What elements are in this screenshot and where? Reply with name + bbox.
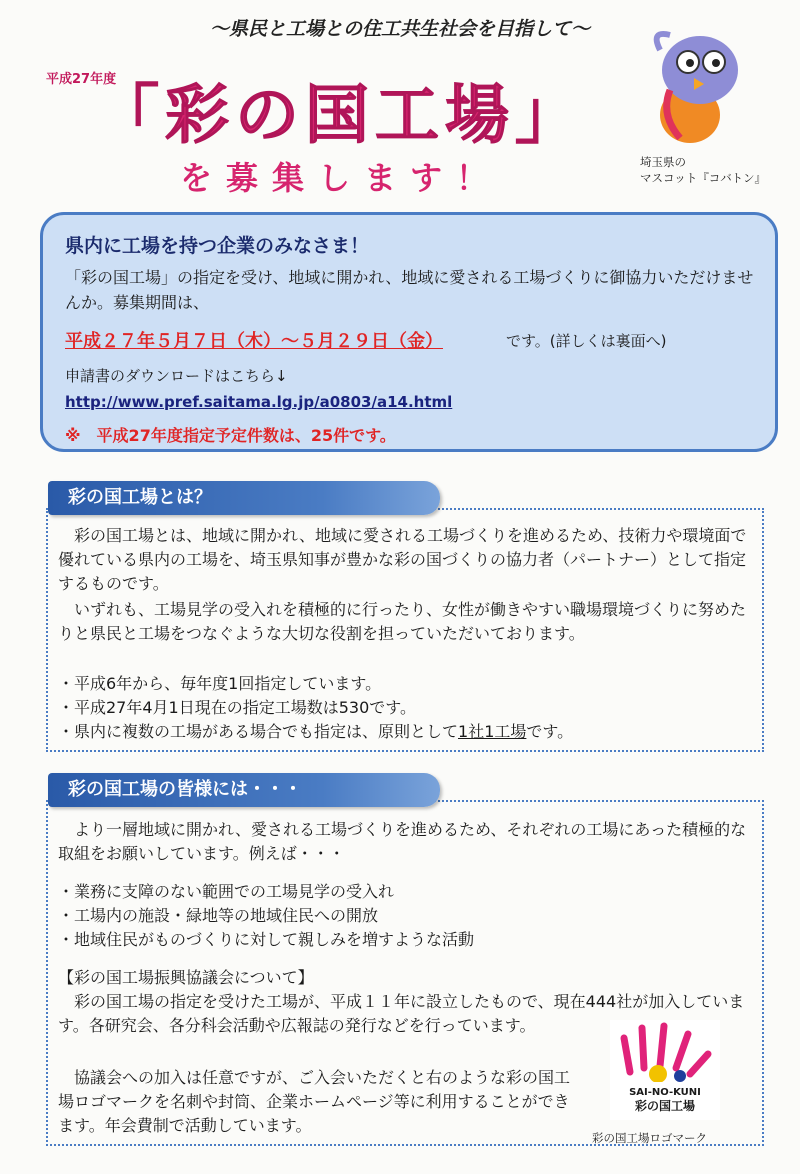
section2-paragraph: より一層地域に開かれ、愛される工場づくりを進めるため、それぞれの工場にあった積極的な取組をお願いしています。例えば・・・	[58, 820, 747, 863]
section1-paragraph1: 彩の国工場とは、地域に開かれ、地域に愛される工場づくりを進めるため、技術力や環境面で優れている県内の工場を、埼玉県知事が豊かな彩の国づくりの協力者（パートナー）として指定するものです。	[58, 526, 747, 593]
section1-paragraph2: いずれも、工場見学の受入れを積極的に行ったり、女性が働きやすい職場環境づくりに努めたりと県民と工場をつなぐような大切な役割を担っていただいております。	[58, 600, 747, 643]
section2-bullet3: ・地域住民がものづくりに対して親しみを増すような活動	[58, 930, 475, 949]
association-paragraph2: 協議会への加入は任意ですが、ご入会いただくと右のような彩の国工場ロゴマークを名刺や封筒、企業ホームページ等に利用することができます。年会費制で活動しています。	[58, 1068, 571, 1135]
section2-bullet1: ・業務に支障のない範囲での工場見学の受入れ	[58, 882, 395, 901]
tagline: ～県民と工場との住工共生社会を目指して～	[209, 18, 590, 40]
recruitment-period: 平成２７年５月７日（木）～５月２９日（金）	[65, 331, 443, 352]
page-subtitle: を募集します！	[180, 159, 503, 197]
download-link[interactable]: http://www.pref.saitama.lg.jp/a0803/a14.html	[65, 393, 453, 411]
section2-heading: 彩の国工場の皆様には・・・	[48, 773, 440, 807]
section1-bullet3	[58, 720, 750, 744]
sainokuni-logo	[610, 1020, 720, 1120]
bullet3-end: です。	[526, 722, 574, 741]
association-heading: 【彩の国工場振興協議会について】	[58, 968, 314, 987]
logo-text-en: SAI-NO-KUNI	[629, 1087, 701, 1098]
logo-hand-icon	[610, 1020, 720, 1082]
year-label: 平成27年度	[46, 72, 117, 87]
mascot-caption	[640, 154, 780, 186]
recruitment-callout	[40, 212, 778, 452]
download-text: 申請書のダウンロードはこちら↓	[65, 367, 288, 385]
mascot-caption-line2: マスコット『コバトン』	[640, 171, 767, 185]
section2-bullet2: ・工場内の施設・緑地等の地域住民への開放	[58, 906, 379, 925]
section1-bullet2: ・平成27年4月1日現在の指定工場数は530です。	[58, 698, 416, 717]
association-paragraph1: 彩の国工場の指定を受けた工場が、平成１１年に設立したもので、現在444社が加入しています。各研究会、各分科会活動や広報誌の発行などを行っています。	[58, 992, 745, 1035]
mascot-kobaton-icon	[630, 20, 760, 150]
logo-caption: 彩の国工場ロゴマーク	[592, 1131, 707, 1145]
mascot-caption-line1: 埼玉県の	[640, 155, 686, 169]
designation-count-note: ※ 平成27年度指定予定件数は、25件です。	[65, 426, 396, 445]
section1-bullet1: ・平成6年から、毎年度1回指定しています。	[58, 674, 382, 693]
section1-heading: 彩の国工場とは？	[48, 481, 440, 515]
period-note: です。(詳しくは裏面へ)	[506, 332, 667, 350]
callout-body: 「彩の国工場」の指定を受け、地域に開かれ、地域に愛される工場づくりに御協力いただけませんか。募集期間は、	[65, 268, 754, 312]
page-title: 「彩の国工場」	[95, 79, 585, 153]
one-company-one-factory: 1社1工場	[458, 722, 527, 741]
callout-heading: 県内に工場を持つ企業のみなさま！	[65, 235, 370, 257]
logo-text-ja: 彩の国工場	[634, 1099, 695, 1113]
bullet3-text: ・県内に複数の工場がある場合でも指定は、原則として	[58, 722, 459, 741]
